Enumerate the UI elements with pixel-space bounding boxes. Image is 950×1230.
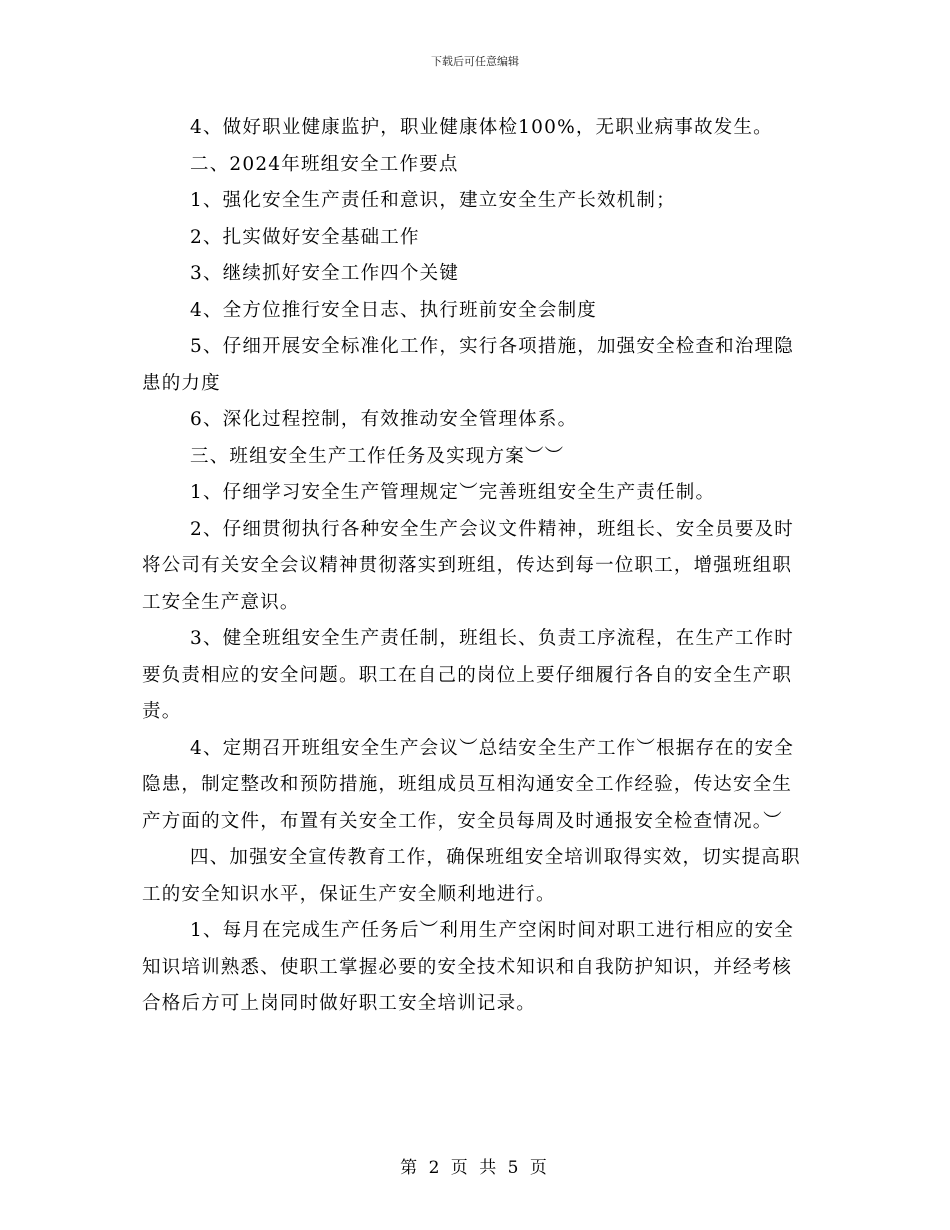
- section-heading: 三、班组安全生产工作任务及实现方案︶︶: [190, 445, 565, 467]
- paragraph: 6、深化过程控制，有效推动安全管理体系。: [190, 409, 578, 430]
- section-heading: 四、加强安全宣传教育工作，确保班组安全培训取得实效，切实提高职工的安全知识水平，保证生产安全顺利地进行。: [142, 847, 801, 905]
- paragraph: 5、仔细开展安全标准化工作，实行各项措施，加强安全检查和治理隐患的力度: [142, 336, 794, 394]
- paragraph: 4、做好职业健康监护，职业健康体检100%，无职业病事故发生。: [190, 117, 773, 138]
- page-header: 下载后可任意编辑: [431, 55, 519, 68]
- section-heading: 二、2024年班组安全工作要点: [190, 153, 459, 175]
- paragraph: 1、每月在完成生产任务后︶利用生产空闲时间对职工进行相应的安全知识培训熟悉、使职工掌握必要的安全技术知识和自我防护知识，并经考核合格后方可上岗同时做好职工安全培训记录。: [142, 920, 794, 1014]
- paragraph: 3、继续抓好安全工作四个关键: [190, 263, 460, 284]
- paragraph: 4、全方位推行安全日志、执行班前安全会制度: [190, 299, 597, 321]
- paragraph: 2、扎实做好安全基础工作: [190, 226, 420, 248]
- document-body: [142, 110, 810, 1023]
- paragraph: 2、仔细贯彻执行各种安全生产会议文件精神，班组长、安全员要及时将公司有关安全会议精神贯彻落实到班组，传达到每一位职工，增强班组职工安全生产意识。: [142, 518, 794, 613]
- page-number: 第 2 页 共 5 页: [400, 1158, 550, 1178]
- paragraph: 1、强化安全生产责任和意识，建立安全生产长效机制；: [190, 190, 676, 211]
- paragraph: 3、健全班组安全生产责任制，班组长、负责工序流程，在生产工作时要负责相应的安全问题。职工在自己的岗位上要仔细履行各自的安全生产职责。: [142, 628, 794, 722]
- paragraph: 4、定期召开班组安全生产会议︶总结安全生产工作︶根据存在的安全隐患，制定整改和预防措施，班组成员互相沟通安全工作经验，传达安全生产方面的文件，布置有关安全工作，安全员每周及时通报安全检查情况。︶: [142, 737, 794, 832]
- paragraph: 1、仔细学习安全生产管理规定︶完善班组安全生产责任制。: [190, 482, 716, 503]
